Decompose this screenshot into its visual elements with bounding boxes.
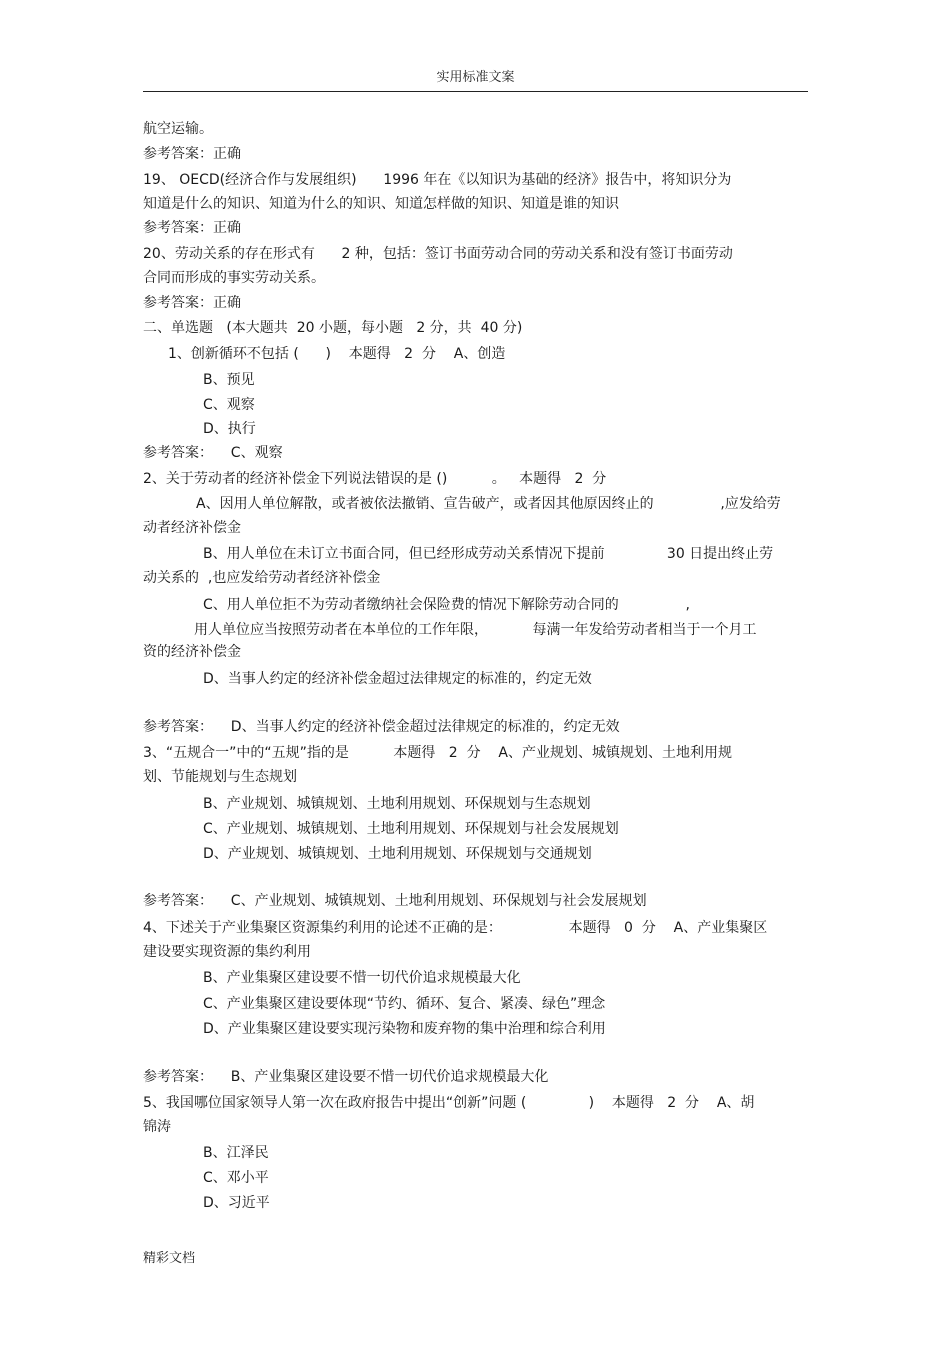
option-line: C、邓小平 <box>203 1170 269 1186</box>
option-line: B、产业规划、城镇规划、土地利用规划、环保规划与生态规划 <box>203 796 591 812</box>
question-2-line: 2、关于劳动者的经济补偿金下列说法错误的是 () 。 本题得 2 分 <box>143 471 607 487</box>
option-line: C、产业规划、城镇规划、土地利用规划、环保规划与社会发展规划 <box>203 821 619 837</box>
question-5-line: 5、我国哪位国家领导人第一次在政府报告中提出“创新”问题 ( ) 本题得 2 分 A、胡 <box>143 1095 755 1111</box>
question-4-line: 4、下述关于产业集聚区资源集约利用的论述不正确的是： 本题得 0 分 A、产业集聚区 <box>143 920 768 936</box>
question-3-line: 3、“五规合一”中的“五规”指的是 本题得 2 分 A、产业规划、城镇规划、土地利用规 <box>143 745 732 761</box>
page-footer: 精彩文档 <box>143 1251 196 1266</box>
answer-line: 参考答案：正确 <box>143 295 241 311</box>
option-line: B、产业集聚区建设要不惜一切代价追求规模最大化 <box>203 970 521 986</box>
option-line: C、产业集聚区建设要体现“节约、循环、复合、紧凑、绿色”理念 <box>203 996 606 1012</box>
text-line: 用人单位应当按照劳动者在本单位的工作年限， 每满一年发给劳动者相当于一个月工 <box>194 622 757 638</box>
option-line: C、观察 <box>203 397 255 413</box>
option-line: D、执行 <box>203 421 256 437</box>
option-line: C、用人单位拒不为劳动者缴纳社会保险费的情况下解除劳动合同的 , <box>203 597 690 613</box>
text-line: 动关系的 ,也应发给劳动者经济补偿金 <box>143 570 381 586</box>
option-line: D、产业集聚区建设要实现污染物和废弃物的集中治理和综合利用 <box>203 1021 606 1037</box>
question-19-line: 19、 OECD(经济合作与发展组织) 1996 年在《以知识为基础的经济》报告中，将知识分为 <box>143 172 732 188</box>
section-heading: 二、单选题 (本大题共 20 小题，每小题 2 分，共 40 分) <box>143 320 523 336</box>
option-line: B、江泽民 <box>203 1145 269 1161</box>
text-line: 锦涛 <box>143 1119 171 1135</box>
text-line: 航空运输。 <box>143 121 213 137</box>
page-header: 实用标准文案 <box>436 70 515 85</box>
answer-line: 参考答案：正确 <box>143 146 241 162</box>
text-line: 知道是什么的知识、知道为什么的知识、知道怎样做的知识、知道是谁的知识 <box>143 196 619 212</box>
question-1-line: 1、创新循环不包括 ( ) 本题得 2 分 A、创造 <box>168 346 506 362</box>
question-20-line: 20、劳动关系的存在形式有 2 种，包括：签订书面劳动合同的劳动关系和没有签订书面劳动 <box>143 246 733 262</box>
option-line: D、产业规划、城镇规划、土地利用规划、环保规划与交通规划 <box>203 846 592 862</box>
text-line: 动者经济补偿金 <box>143 520 241 536</box>
text-line: 建设要实现资源的集约利用 <box>143 944 311 960</box>
option-line: B、用人单位在未订立书面合同，但已经形成劳动关系情况下提前 30 日提出终止劳 <box>203 546 774 562</box>
option-line: A、因用人单位解散，或者被依法撤销、宣告破产，或者因其他原因终止的 ,应发给劳 <box>196 496 781 512</box>
answer-line: 参考答案：正确 <box>143 220 241 236</box>
answer-line: 参考答案： C、观察 <box>143 445 283 461</box>
option-line: D、习近平 <box>203 1195 270 1211</box>
answer-line: 参考答案： B、产业集聚区建设要不惜一切代价追求规模最大化 <box>143 1069 549 1085</box>
text-line: 合同而形成的事实劳动关系。 <box>143 270 325 286</box>
answer-line: 参考答案： D、当事人约定的经济补偿金超过法律规定的标准的，约定无效 <box>143 719 620 735</box>
text-line: 划、节能规划与生态规划 <box>143 769 297 785</box>
option-line: B、预见 <box>203 372 255 388</box>
text-line: 资的经济补偿金 <box>143 644 241 660</box>
option-line: D、当事人约定的经济补偿金超过法律规定的标准的，约定无效 <box>203 671 592 687</box>
answer-line: 参考答案： C、产业规划、城镇规划、土地利用规划、环保规划与社会发展规划 <box>143 893 647 909</box>
header-rule <box>143 91 808 92</box>
